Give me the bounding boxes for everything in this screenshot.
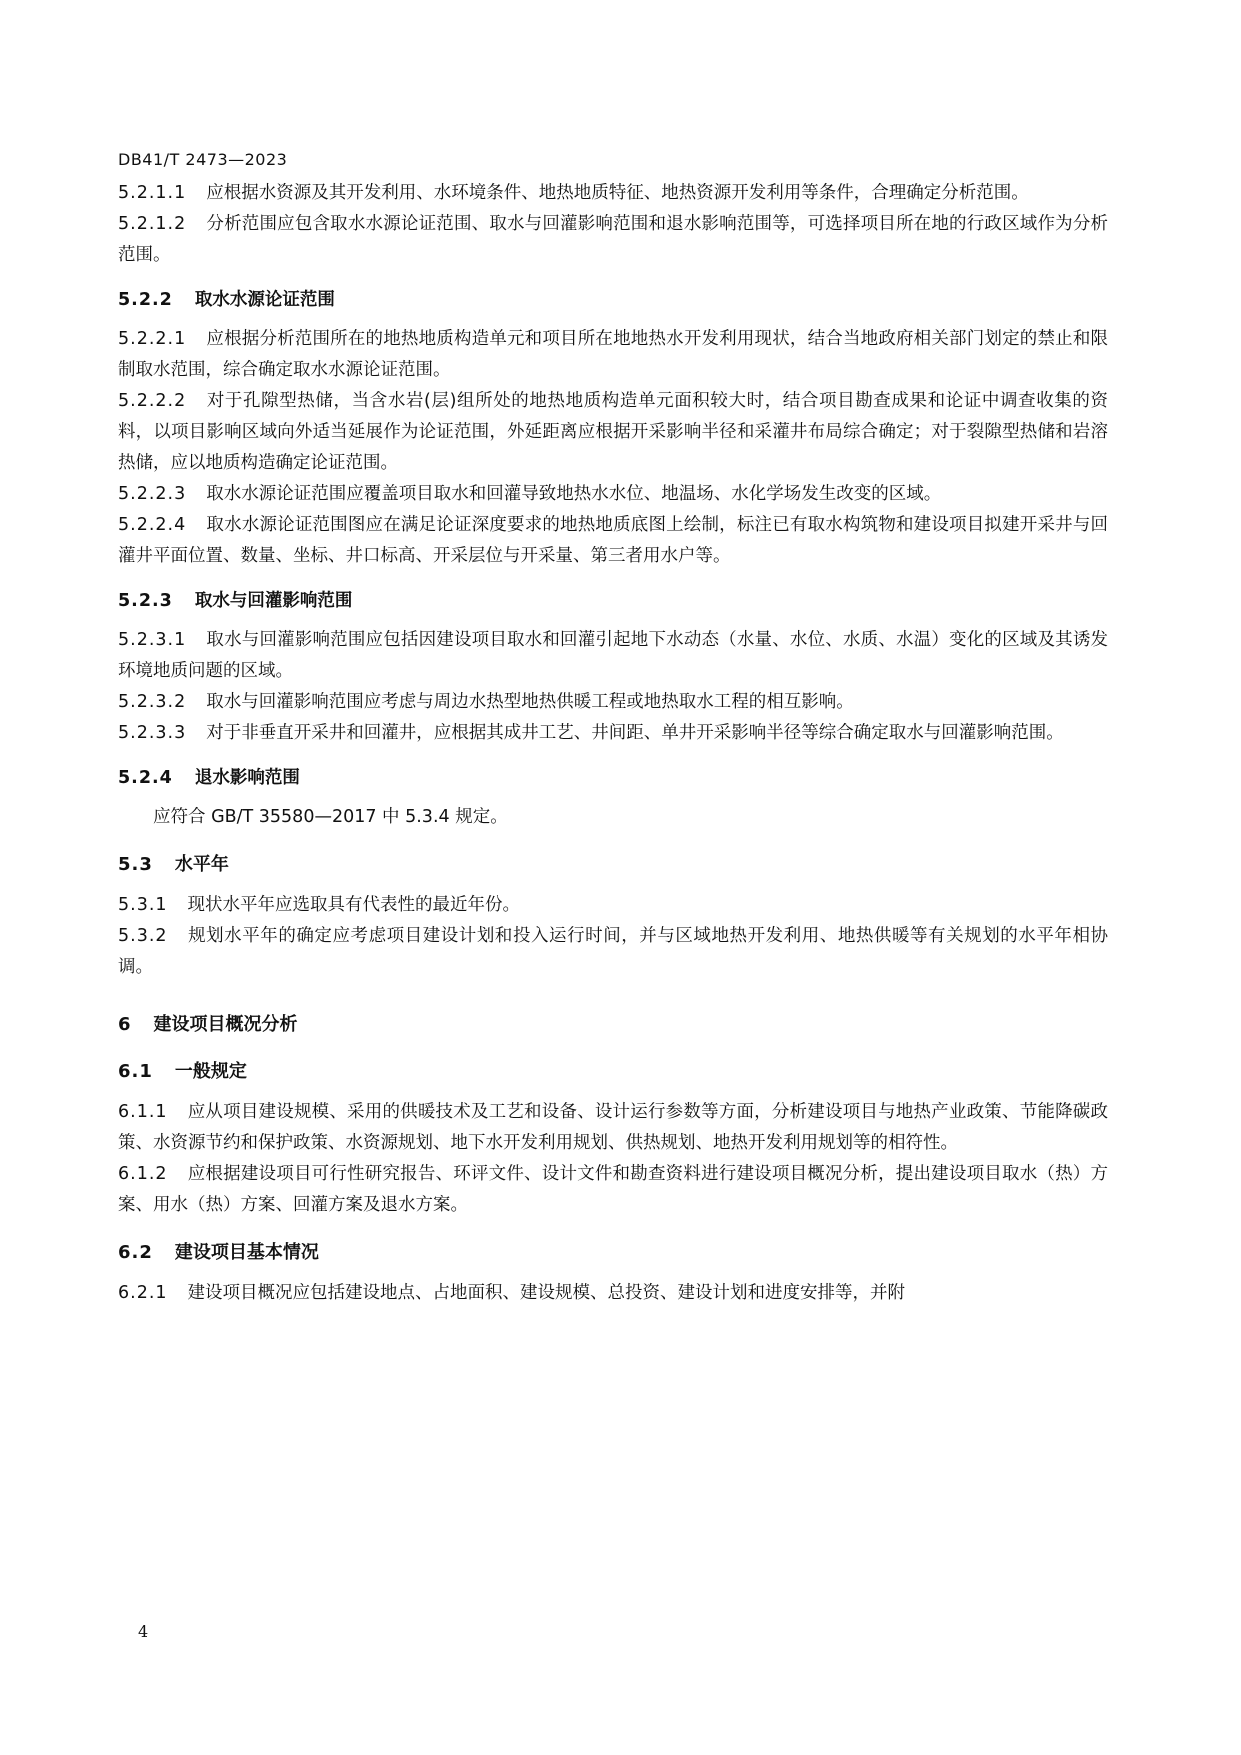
clause-5-2-3-3 <box>118 718 1108 749</box>
heading-title: 一般规定 <box>174 1061 247 1082</box>
heading-number: 6 <box>118 1014 132 1035</box>
clause-number: 5.2.2.1 <box>118 329 187 349</box>
heading-6 <box>118 1009 1108 1040</box>
clause-6-2-1 <box>118 1278 1108 1309</box>
clause-text: 取水水源论证范围应覆盖项目取水和回灌导致地热水水位、地温场、水化学场发生改变的区域。 <box>206 484 942 504</box>
heading-5-2-2 <box>118 285 1108 316</box>
heading-number: 6.1 <box>118 1061 153 1082</box>
clause-number: 5.3.1 <box>118 895 168 915</box>
clause-number: 5.2.3.3 <box>118 723 187 743</box>
clause-5-3-1 <box>118 890 1108 921</box>
heading-title: 建设项目基本情况 <box>174 1242 319 1263</box>
clause-text: 应根据建设项目可行性研究报告、环评文件、设计文件和勘查资料进行建设项目概况分析，提出建设项目取水（热）方案、用水（热）方案、回灌方案及退水方案。 <box>118 1164 1108 1215</box>
document-body <box>118 178 1108 1309</box>
heading-title: 建设项目概况分析 <box>153 1014 298 1035</box>
clause-5-2-2-1 <box>118 324 1108 386</box>
clause-number: 6.1.2 <box>118 1164 168 1184</box>
clause-number: 6.2.1 <box>118 1283 168 1303</box>
clause-text: 规划水平年的确定应考虑项目建设计划和投入运行时间，并与区域地热开发利用、地热供暖等有关规划的水平年相协调。 <box>118 926 1108 977</box>
clause-number: 5.2.2.3 <box>118 484 187 504</box>
clause-5-2-3-1 <box>118 625 1108 687</box>
clause-number: 5.2.2.4 <box>118 515 187 535</box>
clause-6-1-1 <box>118 1097 1108 1159</box>
clause-text: 应根据水资源及其开发利用、水环境条件、地热地质特征、地热资源开发利用等条件，合理确定分析范围。 <box>206 183 1029 203</box>
heading-title: 取水与回灌影响范围 <box>194 591 353 611</box>
heading-number: 6.2 <box>118 1242 153 1263</box>
document-code: DB41/T 2473—2023 <box>118 150 288 169</box>
clause-text: 现状水平年应选取具有代表性的最近年份。 <box>187 895 521 915</box>
indented-paragraph: 应符合 GB/T 35580—2017 中 5.3.4 规定。 <box>153 807 508 827</box>
clause-number: 5.2.2.2 <box>118 391 187 411</box>
clause-text: 应根据分析范围所在的地热地质构造单元和项目所在地地热水开发利用现状，结合当地政府相关部门划定的禁止和限制取水范围，综合确定取水水源论证范围。 <box>118 329 1108 380</box>
heading-5-2-3 <box>118 586 1108 617</box>
clause-5-3-2 <box>118 921 1108 983</box>
clause-5-2-2-4 <box>118 510 1108 572</box>
heading-number: 5.3 <box>118 854 153 875</box>
clause-6-1-2 <box>118 1159 1108 1221</box>
clause-5-2-1-2 <box>118 209 1108 271</box>
page-number: 4 <box>138 1622 149 1641</box>
heading-title: 退水影响范围 <box>194 768 300 788</box>
clause-5-2-2-3 <box>118 479 1108 510</box>
clause-text: 分析范围应包含取水水源论证范围、取水与回灌影响范围和退水影响范围等，可选择项目所在地的行政区域作为分析范围。 <box>118 214 1108 265</box>
clause-text: 对于非垂直开采井和回灌井，应根据其成井工艺、井间距、单井开采影响半径等综合确定取水与回灌影响范围。 <box>206 723 1064 743</box>
clause-text: 取水与回灌影响范围应包括因建设项目取水和回灌引起地下水动态（水量、水位、水质、水温）变化的区域及其诱发环境地质问题的区域。 <box>118 630 1108 681</box>
heading-5-3 <box>118 849 1108 880</box>
clause-text: 建设项目概况应包括建设地点、占地面积、建设规模、总投资、建设计划和进度安排等，并附 <box>187 1283 906 1303</box>
clause-number: 5.2.3.2 <box>118 692 187 712</box>
clause-text: 对于孔隙型热储，当含水岩(层)组所处的地热地质构造单元面积较大时，结合项目勘查成果和论证中调查收集的资料，以项目影响区域向外适当延展作为论证范围，外延距离应根据开采影响半径和采灌井布局综合确定；对于裂隙型热储和岩溶热储，应以地质构造确定论证范围。 <box>118 391 1108 473</box>
clause-text: 应从项目建设规模、采用的供暖技术及工艺和设备、设计运行参数等方面，分析建设项目与地热产业政策、节能降碳政策、水资源节约和保护政策、水资源规划、地下水开发利用规划、供热规划、地热开发利用规划等的相符性。 <box>118 1102 1108 1153</box>
clause-number: 5.2.1.1 <box>118 183 187 203</box>
clause-5-2-1-1 <box>118 178 1108 209</box>
heading-5-2-4 <box>118 763 1108 794</box>
clause-number: 5.2.3.1 <box>118 630 187 650</box>
heading-title: 取水水源论证范围 <box>194 290 335 310</box>
clause-number: 6.1.1 <box>118 1102 168 1122</box>
clause-text: 取水水源论证范围图应在满足论证深度要求的地热地质底图上绘制，标注已有取水构筑物和建设项目拟建开采井与回灌井平面位置、数量、坐标、井口标高、开采层位与开采量、第三者用水户等。 <box>118 515 1108 566</box>
heading-6-2 <box>118 1237 1108 1268</box>
heading-title: 水平年 <box>174 854 229 875</box>
clause-5-2-2-2 <box>118 386 1108 479</box>
heading-number: 5.2.4 <box>118 768 173 788</box>
clause-5-2-3-2 <box>118 687 1108 718</box>
clause-number: 5.3.2 <box>118 926 168 946</box>
heading-number: 5.2.3 <box>118 591 173 611</box>
clause-text: 取水与回灌影响范围应考虑与周边水热型地热供暖工程或地热取水工程的相互影响。 <box>206 692 854 712</box>
heading-6-1 <box>118 1056 1108 1087</box>
clause-number: 5.2.1.2 <box>118 214 187 234</box>
heading-number: 5.2.2 <box>118 290 173 310</box>
